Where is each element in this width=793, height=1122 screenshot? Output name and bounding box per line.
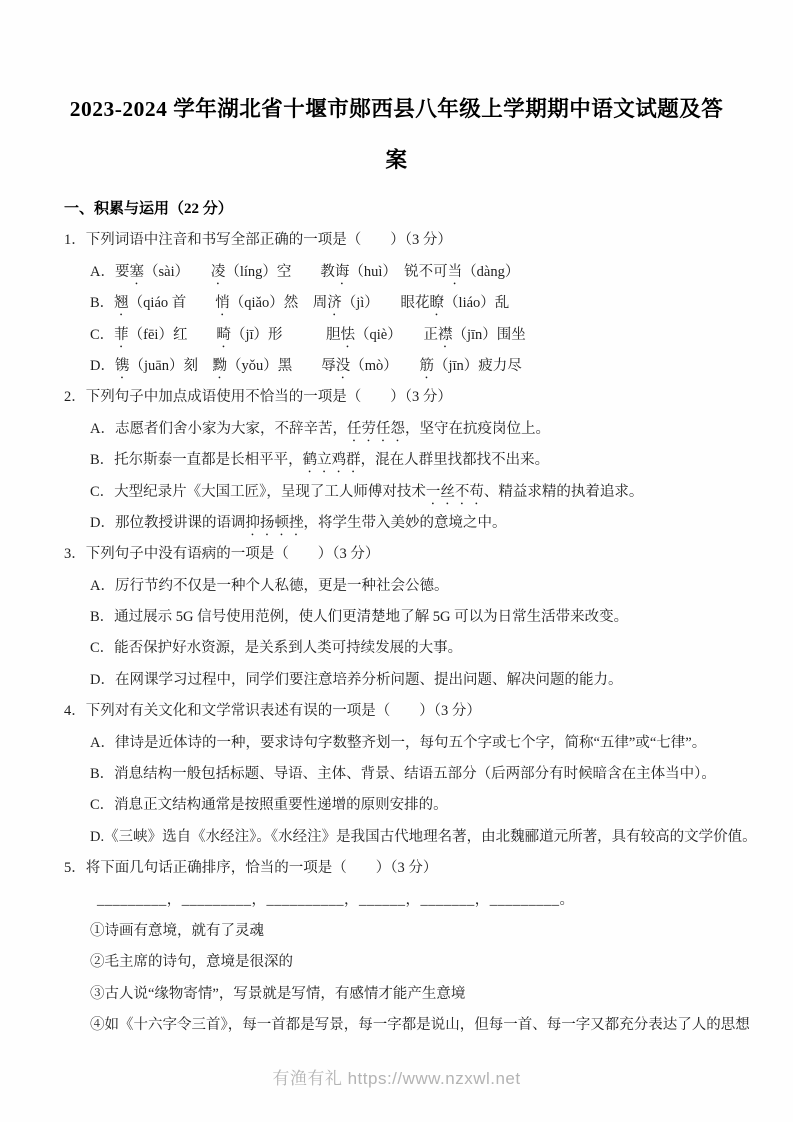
- question-3-stem: 3．下列句子中没有语病的一项是（ ）（3 分）: [64, 546, 380, 563]
- emphasized-text: 筋: [419, 357, 434, 374]
- plain-text: （liáo）乱: [444, 295, 510, 312]
- plain-text: （líng）空 教: [225, 263, 335, 280]
- document-title: [0, 0, 793, 186]
- question-1-option-c: [64, 320, 741, 351]
- plain-text: ，将学生带入美妙的意境之中。: [303, 514, 507, 531]
- plain-text: B．: [90, 295, 115, 312]
- plain-text: 、精益求精的执着追求。: [483, 483, 644, 500]
- plain-text: （juān）刻: [129, 357, 213, 374]
- plain-text: （jì） 眼花: [341, 295, 430, 312]
- emphasized-text: 翘: [114, 295, 129, 312]
- question-5-item-4: ④如《十六字令三首》，每一首都是写景，每一字都是说山，但每一首、每一字又都充分表达了人的思想: [90, 1017, 750, 1034]
- plain-text: （huì） 锐不可: [349, 263, 448, 280]
- plain-text: （jīn）疲力尽: [433, 357, 522, 374]
- question-4-option-b: B．消息结构一般包括标题、导语、主体、背景、结语五部分（后两部分有时候暗含在主体当中）。: [90, 766, 716, 783]
- question-5-stem: 5．将下面几句话正确排序，恰当的一项是（ ）（3 分）: [64, 860, 438, 877]
- plain-text: （qiè） 正: [355, 326, 438, 343]
- plain-text: （qiǎo）然 周: [229, 295, 328, 312]
- question-2-option-d: [64, 508, 741, 539]
- emphasized-text: 黝: [212, 357, 227, 374]
- emphasized-text: 诲: [334, 263, 350, 280]
- question-5-item-2: ②毛主席的诗句，意境是很深的: [90, 954, 293, 971]
- plain-text: A．志愿者们舍小家为大家，不辞辛苦，: [90, 420, 347, 437]
- plain-text: （jīn）围坐: [452, 326, 526, 343]
- emphasized-text: 菲: [114, 326, 129, 343]
- question-4-option-a: A．律诗是近体诗的一种，要求诗句字数整齐划一，每句五个字或七个字，简称“五律”或“七律”。: [90, 734, 707, 751]
- question-1-stem: 1．下列词语中注音和书写全部正确的一项是（ ）（3 分）: [64, 232, 452, 249]
- question-1-option-d: [64, 351, 741, 382]
- question-2-option-c: [64, 477, 741, 508]
- plain-text: （yǒu）黑 辱: [226, 357, 336, 374]
- question-5-item-1: ①诗画有意境，就有了灵魂: [90, 922, 264, 939]
- emphasized-text: 抑扬顿挫: [245, 514, 304, 531]
- question-2-option-a: [64, 414, 741, 445]
- plain-text: （mò）: [350, 357, 420, 374]
- title-line-2: 案: [385, 148, 408, 172]
- document-body: [0, 194, 793, 1042]
- question-3-option-a: A．厉行节约不仅是一种个人私德，更是一种社会公德。: [90, 577, 449, 594]
- question-1-option-b: [64, 288, 741, 319]
- emphasized-text: 塞: [129, 263, 144, 280]
- question-4-option-d: D.《三峡》选自《水经注》。《水经注》是我国古代地理名著，由北魏郦道元所著，具有较高的文学价值。: [90, 828, 757, 845]
- emphasized-text: 鹤立鸡群: [302, 452, 361, 469]
- emphasized-text: 一丝不苟: [425, 483, 484, 500]
- emphasized-text: 襟: [438, 326, 453, 343]
- emphasized-text: 当: [447, 263, 463, 280]
- section-heading: 一、积累与运用（22 分）: [64, 201, 233, 217]
- emphasized-text: 镌: [114, 357, 130, 374]
- plain-text: （dàng）: [462, 263, 520, 280]
- question-3-option-c: C．能否保护好水资源，是关系到人类可持续发展的大事。: [90, 640, 463, 657]
- plain-text: （jī）形 胆: [230, 326, 341, 343]
- question-4-stem: 4．下列对有关文化和文学常识表述有误的一项是（ ）（3 分）: [64, 703, 481, 720]
- plain-text: D．: [90, 357, 115, 374]
- emphasized-text: 济: [327, 295, 342, 312]
- emphasized-text: 没: [335, 357, 351, 374]
- plain-text: （qiáo 首: [128, 295, 216, 312]
- plain-text: A．要: [90, 263, 130, 280]
- emphasized-text: 凌: [210, 263, 226, 280]
- plain-text: B．托尔斯泰一直都是长相平平，: [90, 452, 303, 469]
- question-5-blank-line: _________，_________，__________，______，_______，_________。: [97, 891, 575, 908]
- plain-text: （fēi）红: [128, 326, 217, 343]
- page-footer: 有渔有礼 https://www.nzxwl.net: [272, 1069, 521, 1088]
- question-3-option-b: B．通过展示 5G 信号使用范例，使人们更清楚地了解 5G 可以为日常生活带来改变。: [90, 609, 629, 626]
- question-4-option-c: C．消息正文结构通常是按照重要性递增的原则安排的。: [90, 797, 448, 814]
- plain-text: D．那位教授讲课的语调: [90, 514, 246, 531]
- emphasized-text: 任劳任怨: [346, 420, 405, 437]
- title-line-1: 2023-2024 学年湖北省十堰市郧西县八年级上学期期中语文试题及答: [69, 97, 724, 121]
- plain-text: ，混在人群里找都找不出来。: [360, 452, 550, 469]
- plain-text: C．: [90, 326, 115, 343]
- question-2-option-b: [64, 445, 741, 476]
- plain-text: C．大型纪录片《大国工匠》，呈现了工人师傅对技术: [90, 483, 426, 500]
- question-1-option-a: [64, 257, 741, 288]
- question-5-item-3: ③古人说“缘物寄情”，写景就是写情，有感情才能产生意境: [90, 985, 466, 1002]
- plain-text: （sài）: [143, 263, 211, 280]
- emphasized-text: 怯: [340, 326, 356, 343]
- emphasized-text: 畸: [216, 326, 231, 343]
- question-3-option-d: D．在网课学习过程中，同学们要注意培养分析问题、提出问题、解决问题的能力。: [90, 671, 623, 688]
- question-2-stem: 2．下列句子中加点成语使用不恰当的一项是（ ）（3 分）: [64, 389, 452, 406]
- emphasized-text: 瞭: [429, 295, 445, 312]
- plain-text: ，坚守在抗疫岗位上。: [404, 420, 550, 437]
- emphasized-text: 悄: [215, 295, 230, 312]
